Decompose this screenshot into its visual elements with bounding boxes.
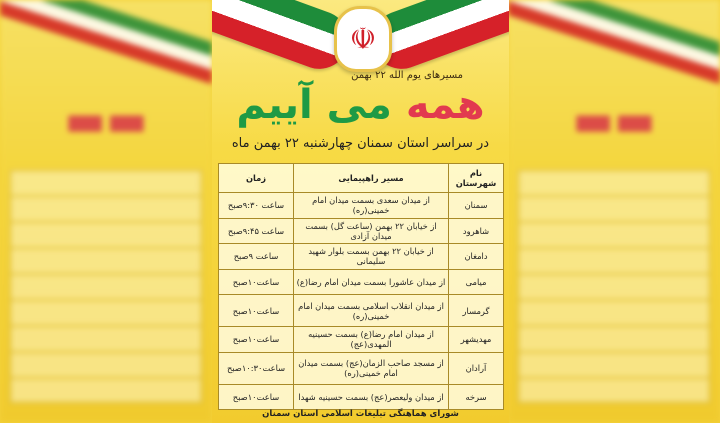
header-time: زمان [219,164,294,193]
cell-city: گرمسار [449,295,504,327]
cell-time: ساعت۱۰صبح [219,327,294,353]
cell-route: از میدان سعدی بسمت میدان امام خمینی(ره) [294,193,449,219]
cell-time: ساعت۱۰صبح [219,295,294,327]
blurred-title: ▬▬ [64,95,148,146]
blurred-side-left [0,0,212,423]
table-row [219,218,504,244]
poster-tagline: در سراسر استان سمنان چهارشنبه ۲۲ بهمن ماه [231,136,490,151]
blurred-table [518,170,710,403]
cell-city: دامغان [449,244,504,270]
cell-route: از مسجد صاحب الزمان(عج) بسمت میدان امام خمینی(ره) [294,352,449,384]
cell-city: شاهرود [449,218,504,244]
poster-subhead: مسیرهای یوم الله ۲۲ بهمن [351,70,463,81]
blurred-table [10,170,202,403]
poster-title [212,82,509,128]
flag-ribbon-image [508,0,720,89]
table-header-row [219,164,504,193]
blurred-title: ▬▬ [572,95,656,146]
table-row [219,295,504,327]
table-row [219,193,504,219]
flag-ribbon-image [0,0,212,89]
route-table [218,163,504,410]
blurred-side-right [508,0,720,423]
cell-time: ساعت ۹:۴۵صبح [219,218,294,244]
header-city: نام شهرستان [449,164,504,193]
cell-route: از میدان امام رضا(ع) بسمت حسینیه المهدی(عج) [294,327,449,353]
cell-route: از میدان انقلاب اسلامی بسمت میدان امام خمینی(ره) [294,295,449,327]
cell-time: ساعت۱۰صبح [219,269,294,295]
title-part-2: می آییم [236,82,392,128]
cell-city: سمنان [449,193,504,219]
cell-route: از خیابان ۲۲ بهمن (ساعت گل) بسمت میدان آزادی [294,218,449,244]
cell-route: از خیابان ۲۲ بهمن بسمت بلوار شهید سلیمانی [294,244,449,270]
cell-route: از میدان ولیعصر(عج) بسمت حسینیه شهدا [294,384,449,410]
cell-city: مهدیشهر [449,327,504,353]
cell-route: از میدان عاشورا بسمت میدان امام رضا(ع) [294,269,449,295]
title-part-1: همه [405,82,485,128]
cell-time: ساعت۱۰:۳۰صبح [219,352,294,384]
cell-time: ساعت ۹:۳۰صبح [219,193,294,219]
cell-city: سرخه [449,384,504,410]
iran-emblem-icon: ☫ [334,6,392,72]
cell-city: میامی [449,269,504,295]
table-row [219,244,504,270]
table-row [219,327,504,353]
cell-city: آرادان [449,352,504,384]
poster [212,0,509,423]
table-row [219,269,504,295]
cell-time: ساعت۱۰صبح [219,384,294,410]
header-route: مسیر راهپیمایی [294,164,449,193]
cell-time: ساعت ۹صبح [219,244,294,270]
table-row [219,384,504,410]
poster-footer: شورای هماهنگی تبلیغات اسلامی استان سمنان [262,409,459,419]
table-row [219,352,504,384]
